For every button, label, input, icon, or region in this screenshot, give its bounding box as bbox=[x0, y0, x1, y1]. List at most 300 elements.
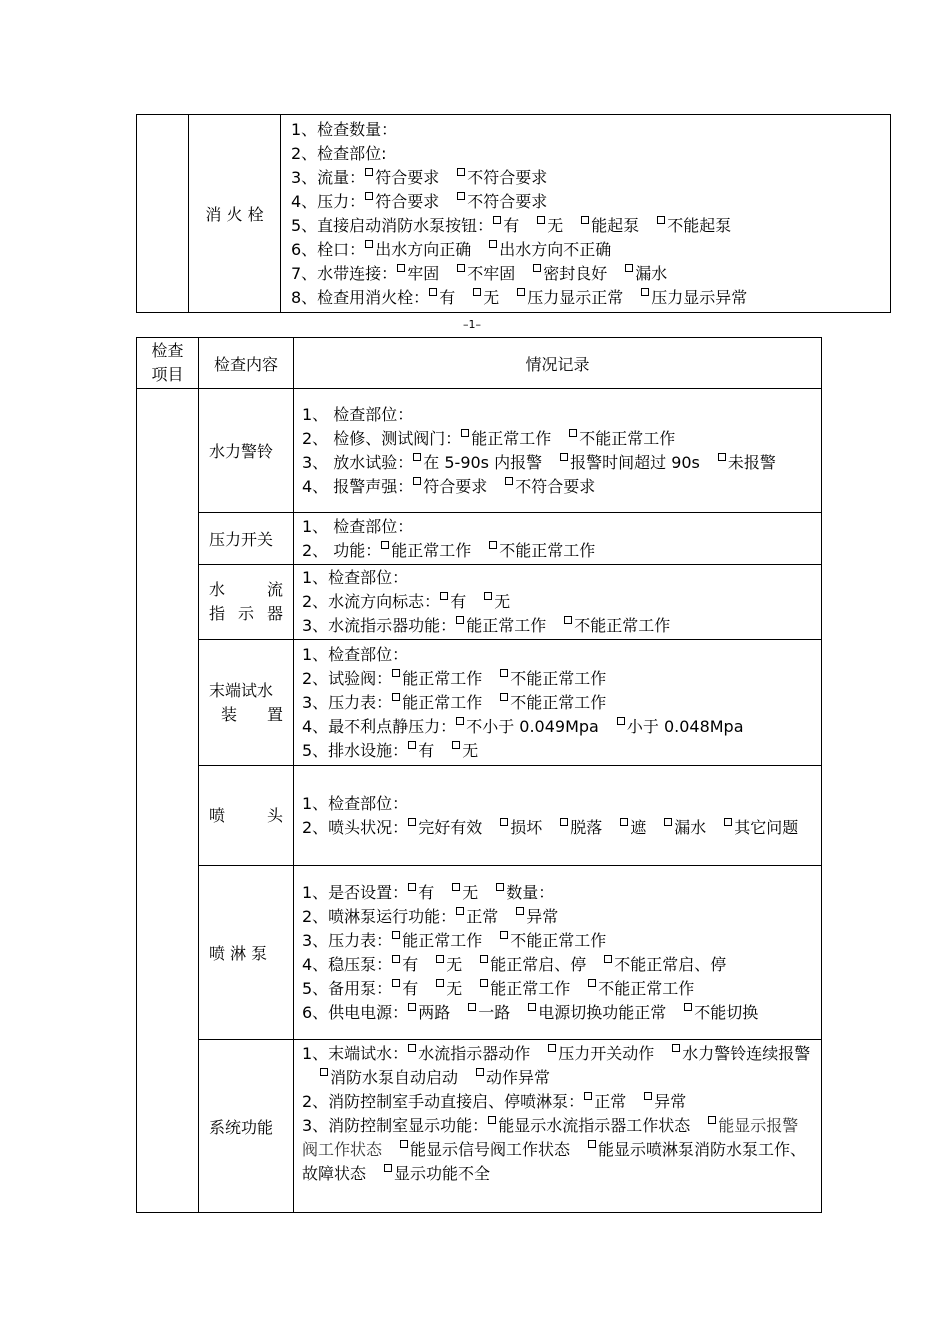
checkbox-label: 异常 bbox=[526, 906, 559, 926]
record-text: 1、检查部位： bbox=[302, 644, 409, 664]
checkbox-option[interactable] bbox=[392, 693, 482, 712]
checkbox-label: 漏水 bbox=[674, 817, 707, 837]
record-line bbox=[302, 739, 813, 763]
checkbox-label: 无 bbox=[462, 882, 479, 902]
record-text: 2、水流方向标志： bbox=[302, 592, 441, 611]
checkbox-label: 一路 bbox=[478, 1002, 511, 1022]
checkbox-option[interactable] bbox=[584, 1092, 626, 1111]
item-label-system-function: 系统功能 bbox=[199, 1040, 294, 1213]
record-line bbox=[302, 590, 813, 614]
record-line bbox=[302, 691, 813, 715]
checkbox-option[interactable] bbox=[456, 907, 498, 926]
checkbox-option[interactable] bbox=[588, 979, 694, 998]
record-line bbox=[291, 142, 882, 166]
checkbox-label: 不能正常工作 bbox=[579, 428, 676, 448]
checkbox-label: 不牢固 bbox=[467, 263, 516, 283]
checkbox-option[interactable] bbox=[657, 216, 731, 235]
item-label-fire-hydrant: 消 火 栓 bbox=[189, 115, 281, 313]
checkbox-icon[interactable] bbox=[452, 883, 460, 891]
record-text: 1、 检查部位： bbox=[302, 516, 414, 536]
checkbox-label: 水力警铃连续报警 bbox=[682, 1044, 811, 1063]
record-text: 2、 检修、测试阀门： bbox=[302, 428, 462, 448]
page-number: –1– bbox=[463, 318, 481, 331]
checkbox-label: 能显示报警阀工作状态 bbox=[302, 1116, 799, 1159]
checkbox-option[interactable] bbox=[365, 192, 439, 211]
checkbox-option[interactable] bbox=[493, 216, 519, 235]
checkbox-option[interactable] bbox=[500, 669, 606, 688]
checkbox-icon[interactable] bbox=[588, 979, 596, 987]
checkbox-icon[interactable] bbox=[548, 1044, 556, 1052]
checkbox-option[interactable] bbox=[500, 693, 606, 712]
header-category-line2: 项目 bbox=[151, 365, 184, 384]
record-line bbox=[302, 403, 813, 427]
checkbox-icon[interactable] bbox=[672, 1044, 680, 1052]
record-text: 2、喷头状况： bbox=[302, 817, 409, 837]
checkbox-icon[interactable] bbox=[452, 741, 460, 749]
checkbox-option[interactable] bbox=[489, 240, 611, 259]
checkbox-icon[interactable] bbox=[581, 216, 589, 224]
checkbox-option[interactable] bbox=[413, 477, 487, 496]
checkbox-icon[interactable] bbox=[408, 1044, 416, 1052]
checkbox-icon[interactable] bbox=[560, 453, 568, 461]
checkbox-option[interactable] bbox=[500, 818, 542, 837]
record-cell-sprinkler-pump bbox=[294, 866, 822, 1040]
record-line bbox=[291, 190, 882, 214]
checkbox-label: 压力显示异常 bbox=[651, 287, 748, 307]
checkbox-option[interactable] bbox=[461, 429, 551, 448]
record-text: 3、消防控制室显示功能： bbox=[302, 1116, 489, 1135]
checkbox-icon[interactable] bbox=[569, 429, 577, 437]
checkbox-option[interactable] bbox=[456, 616, 546, 635]
checkbox-option[interactable] bbox=[436, 979, 462, 998]
checkbox-option[interactable] bbox=[664, 818, 706, 837]
checkbox-icon[interactable] bbox=[484, 592, 492, 600]
checkbox-icon[interactable] bbox=[400, 1140, 408, 1148]
checkbox-option[interactable] bbox=[392, 931, 482, 950]
checkbox-icon[interactable] bbox=[496, 883, 504, 891]
record-line bbox=[291, 238, 882, 262]
label-char: 流 bbox=[266, 580, 283, 599]
record-line bbox=[302, 953, 813, 977]
checkbox-option[interactable] bbox=[672, 1044, 810, 1063]
checkbox-label: 牢固 bbox=[407, 263, 440, 283]
checkbox-icon[interactable] bbox=[436, 979, 444, 987]
record-text: 1、末端试水： bbox=[302, 1044, 409, 1063]
checkbox-icon[interactable] bbox=[413, 453, 421, 461]
record-text: 4、压力： bbox=[291, 191, 366, 211]
checkbox-label: 能正常工作 bbox=[402, 692, 483, 712]
record-line bbox=[302, 427, 813, 451]
record-cell-water-alarm-bell bbox=[294, 389, 822, 513]
checkbox-label: 不能正常工作 bbox=[598, 978, 695, 998]
item-label-sprinkler-pump: 喷 淋 泵 bbox=[199, 866, 294, 1040]
checkbox-label: 正常 bbox=[466, 906, 499, 926]
checkbox-label: 无 bbox=[446, 978, 463, 998]
checkbox-option[interactable] bbox=[644, 1092, 686, 1111]
checkbox-icon[interactable] bbox=[505, 477, 513, 485]
label-char: 末端试水 bbox=[209, 680, 274, 700]
checkbox-option[interactable] bbox=[452, 883, 478, 902]
checkbox-option[interactable] bbox=[484, 592, 510, 611]
checkbox-icon[interactable] bbox=[457, 192, 465, 200]
checkbox-label: 不能正常工作 bbox=[574, 616, 671, 635]
checkbox-label: 电源切换功能正常 bbox=[538, 1002, 667, 1022]
checkbox-icon[interactable] bbox=[517, 288, 525, 296]
label-char: 水 bbox=[209, 580, 226, 599]
checkbox-option[interactable] bbox=[429, 288, 455, 307]
record-text: 2、检查部位: bbox=[291, 143, 387, 163]
checkbox-icon[interactable] bbox=[468, 1003, 476, 1011]
checkbox-icon[interactable] bbox=[528, 1003, 536, 1011]
record-line bbox=[302, 1090, 813, 1114]
checkbox-icon[interactable] bbox=[473, 288, 481, 296]
checkbox-label: 不能起泵 bbox=[667, 215, 732, 235]
checkbox-icon[interactable] bbox=[456, 907, 464, 915]
checkbox-label: 在 5-90s 内报警 bbox=[423, 452, 543, 472]
record-line bbox=[302, 792, 813, 816]
checkbox-label: 无 bbox=[446, 954, 463, 974]
record-text: 1、是否设置： bbox=[302, 882, 409, 902]
checkbox-option[interactable] bbox=[641, 288, 747, 307]
checkbox-option[interactable] bbox=[440, 592, 466, 611]
end-test-label-line1 bbox=[209, 679, 283, 703]
checkbox-icon[interactable] bbox=[392, 931, 400, 939]
record-line bbox=[291, 166, 882, 190]
checkbox-icon[interactable] bbox=[456, 616, 464, 624]
checkbox-icon[interactable] bbox=[724, 818, 732, 826]
checkbox-label: 无 bbox=[483, 287, 500, 307]
record-text: 2、喷淋泵运行功能： bbox=[302, 906, 457, 926]
record-line bbox=[291, 286, 882, 310]
fire-hydrant-table bbox=[136, 114, 891, 313]
record-cell-system-function bbox=[294, 1040, 822, 1213]
record-text: 6、栓口： bbox=[291, 239, 366, 259]
checkbox-label: 压力显示正常 bbox=[527, 287, 624, 307]
checkbox-option[interactable] bbox=[408, 741, 434, 760]
record-line bbox=[291, 214, 882, 238]
checkbox-option[interactable] bbox=[517, 288, 623, 307]
checkbox-label: 不符合要求 bbox=[515, 476, 596, 496]
checkbox-label: 有 bbox=[418, 740, 435, 760]
record-line bbox=[291, 262, 882, 286]
checkbox-option[interactable] bbox=[436, 955, 462, 974]
record-cell-pressure-switch bbox=[294, 513, 822, 565]
checkbox-icon[interactable] bbox=[641, 288, 649, 296]
header-category-line1: 检查 bbox=[151, 341, 184, 360]
checkbox-option[interactable] bbox=[488, 1116, 690, 1135]
label-char: 置 bbox=[266, 704, 283, 724]
checkbox-option[interactable] bbox=[684, 1003, 758, 1022]
checkbox-label: 有 bbox=[402, 954, 419, 974]
checkbox-option[interactable] bbox=[457, 192, 547, 211]
checkbox-option[interactable] bbox=[457, 168, 547, 187]
checkbox-label: 有 bbox=[439, 287, 456, 307]
category-cell bbox=[137, 115, 189, 313]
record-text: 1、检查部位： bbox=[302, 793, 409, 813]
checkbox-option[interactable] bbox=[400, 1140, 570, 1159]
checkbox-icon[interactable] bbox=[708, 1116, 716, 1124]
checkbox-option[interactable] bbox=[625, 264, 667, 283]
checkbox-option[interactable] bbox=[476, 1068, 550, 1087]
checkbox-option[interactable] bbox=[480, 979, 570, 998]
checkbox-icon[interactable] bbox=[365, 192, 373, 200]
checkbox-option[interactable] bbox=[569, 429, 675, 448]
checkbox-icon[interactable] bbox=[516, 907, 524, 915]
checkbox-label: 能起泵 bbox=[591, 215, 640, 235]
checkbox-icon[interactable] bbox=[384, 1164, 392, 1172]
record-line bbox=[302, 667, 813, 691]
checkbox-icon[interactable] bbox=[584, 1092, 592, 1100]
checkbox-icon[interactable] bbox=[408, 818, 416, 826]
record-text: 3、流量： bbox=[291, 167, 366, 187]
checkbox-label: 不能正常工作 bbox=[510, 668, 607, 688]
checkbox-icon[interactable] bbox=[480, 979, 488, 987]
checkbox-option[interactable] bbox=[496, 883, 554, 902]
header-category bbox=[137, 338, 199, 389]
record-text: 3、水流指示器功能： bbox=[302, 616, 457, 635]
checkbox-option[interactable] bbox=[392, 669, 482, 688]
item-label-end-test-device bbox=[199, 640, 294, 766]
checkbox-label: 不符合要求 bbox=[467, 191, 548, 211]
record-line bbox=[302, 1114, 813, 1186]
checkbox-icon[interactable] bbox=[489, 541, 497, 549]
checkbox-option[interactable] bbox=[408, 1044, 530, 1063]
checkbox-option[interactable] bbox=[408, 818, 482, 837]
checkbox-option[interactable] bbox=[560, 453, 700, 472]
checkbox-icon[interactable] bbox=[488, 1116, 496, 1124]
record-line bbox=[302, 475, 813, 499]
checkbox-icon[interactable] bbox=[664, 818, 672, 826]
checkbox-label: 有 bbox=[418, 882, 435, 902]
checkbox-icon[interactable] bbox=[500, 818, 508, 826]
record-cell-fire-hydrant bbox=[281, 115, 891, 313]
checkbox-option[interactable] bbox=[384, 1164, 490, 1183]
checkbox-icon[interactable] bbox=[392, 979, 400, 987]
checkbox-icon[interactable] bbox=[461, 429, 469, 437]
checkbox-icon[interactable] bbox=[436, 955, 444, 963]
label-char: 器 bbox=[266, 604, 283, 623]
checkbox-label: 异常 bbox=[654, 1092, 687, 1111]
record-line bbox=[302, 929, 813, 953]
checkbox-icon[interactable] bbox=[684, 1003, 692, 1011]
checkbox-label: 数量： bbox=[506, 882, 555, 902]
checkbox-icon[interactable] bbox=[500, 693, 508, 701]
checkbox-option[interactable] bbox=[581, 216, 639, 235]
record-line bbox=[302, 816, 813, 840]
record-cell-end-test-device bbox=[294, 640, 822, 766]
item-label-water-alarm-bell: 水力警铃 bbox=[199, 389, 294, 513]
checkbox-icon[interactable] bbox=[533, 264, 541, 272]
checkbox-label: 能正常工作 bbox=[471, 428, 552, 448]
checkbox-icon[interactable] bbox=[604, 955, 612, 963]
checkbox-icon[interactable] bbox=[480, 955, 488, 963]
checkbox-icon[interactable] bbox=[564, 616, 572, 624]
checkbox-option[interactable] bbox=[468, 1003, 510, 1022]
checkbox-icon[interactable] bbox=[560, 818, 568, 826]
record-line bbox=[302, 643, 813, 667]
label-char: 示 bbox=[237, 604, 254, 623]
checkbox-label: 能正常工作 bbox=[391, 540, 472, 560]
record-line bbox=[302, 977, 813, 1001]
checkbox-option[interactable] bbox=[505, 477, 595, 496]
checkbox-icon[interactable] bbox=[320, 1068, 328, 1076]
checkbox-icon[interactable] bbox=[476, 1068, 484, 1076]
checkbox-option[interactable] bbox=[489, 541, 595, 560]
checkbox-icon[interactable] bbox=[392, 693, 400, 701]
checkbox-option[interactable] bbox=[480, 955, 586, 974]
checkbox-option[interactable] bbox=[604, 955, 726, 974]
checkbox-option[interactable] bbox=[408, 1003, 450, 1022]
checkbox-icon[interactable] bbox=[644, 1092, 652, 1100]
checkbox-option[interactable] bbox=[365, 240, 471, 259]
record-line bbox=[302, 1042, 813, 1090]
checkbox-icon[interactable] bbox=[617, 717, 625, 725]
record-line bbox=[302, 1001, 813, 1025]
record-line bbox=[302, 905, 813, 929]
checkbox-option[interactable] bbox=[392, 979, 418, 998]
checkbox-label: 有 bbox=[450, 592, 467, 611]
checkbox-icon[interactable] bbox=[620, 818, 628, 826]
checkbox-option[interactable] bbox=[528, 1003, 666, 1022]
record-text: 3、压力表： bbox=[302, 930, 393, 950]
label-char: 喷 bbox=[209, 805, 226, 825]
record-line bbox=[302, 614, 813, 638]
record-line bbox=[302, 451, 813, 475]
header-record: 情况记录 bbox=[294, 338, 822, 389]
item-label-flow-indicator bbox=[199, 565, 294, 640]
record-line bbox=[302, 881, 813, 905]
checkbox-icon[interactable] bbox=[381, 541, 389, 549]
checkbox-icon[interactable] bbox=[456, 717, 464, 725]
checkbox-option[interactable] bbox=[408, 883, 434, 902]
checkbox-label: 不能正常工作 bbox=[499, 540, 596, 560]
checkbox-label: 有 bbox=[402, 978, 419, 998]
checkbox-option[interactable] bbox=[397, 264, 439, 283]
checkbox-label: 消防水泵自动启动 bbox=[330, 1068, 459, 1087]
checkbox-option[interactable] bbox=[365, 168, 439, 187]
checkbox-label: 报警时间超过 90s bbox=[570, 452, 700, 472]
checkbox-option[interactable] bbox=[617, 717, 744, 736]
checkbox-label: 能显示信号阀工作状态 bbox=[410, 1140, 571, 1159]
checkbox-icon[interactable] bbox=[457, 264, 465, 272]
checkbox-label: 小于 0.048Mpa bbox=[626, 716, 744, 736]
checkbox-icon[interactable] bbox=[500, 931, 508, 939]
checkbox-label: 不符合要求 bbox=[467, 167, 548, 187]
checkbox-icon[interactable] bbox=[365, 168, 373, 176]
checkbox-option[interactable] bbox=[500, 931, 606, 950]
record-cell-sprinkler-head bbox=[294, 766, 822, 866]
flow-indicator-label-line1 bbox=[209, 578, 283, 602]
checkbox-label: 正常 bbox=[594, 1092, 627, 1111]
record-text: 1、 检查部位： bbox=[302, 404, 414, 424]
checkbox-label: 未报警 bbox=[727, 452, 776, 472]
label-char: 头 bbox=[266, 805, 283, 825]
checkbox-option[interactable] bbox=[456, 717, 599, 736]
record-text: 1、检查部位： bbox=[302, 568, 409, 587]
record-text: 7、水带连接： bbox=[291, 263, 398, 283]
checkbox-option[interactable] bbox=[457, 264, 515, 283]
checkbox-option[interactable] bbox=[533, 264, 607, 283]
checkbox-icon[interactable] bbox=[489, 240, 497, 248]
checkbox-label: 损坏 bbox=[510, 817, 543, 837]
checkbox-icon[interactable] bbox=[408, 883, 416, 891]
checkbox-option[interactable] bbox=[413, 453, 542, 472]
checkbox-label: 无 bbox=[462, 740, 479, 760]
checkbox-icon[interactable] bbox=[457, 168, 465, 176]
checkbox-label: 遮 bbox=[630, 817, 647, 837]
checkbox-icon[interactable] bbox=[392, 955, 400, 963]
checkbox-label: 无 bbox=[494, 592, 511, 611]
checkbox-option[interactable] bbox=[718, 453, 776, 472]
checkbox-option[interactable] bbox=[564, 616, 670, 635]
record-text: 2、消防控制室手动直接启、停喷淋泵： bbox=[302, 1092, 585, 1111]
checkbox-icon[interactable] bbox=[440, 592, 448, 600]
checkbox-icon[interactable] bbox=[537, 216, 545, 224]
record-text: 3、压力表： bbox=[302, 692, 393, 712]
label-char: 装 bbox=[221, 704, 238, 724]
checkbox-option[interactable] bbox=[724, 818, 798, 837]
checkbox-label: 符合要求 bbox=[375, 167, 440, 187]
checkbox-label: 动作异常 bbox=[486, 1068, 551, 1087]
checkbox-label: 符合要求 bbox=[375, 191, 440, 211]
record-text: 2、试验阀： bbox=[302, 668, 393, 688]
checkbox-option[interactable] bbox=[452, 741, 478, 760]
checkbox-icon[interactable] bbox=[718, 453, 726, 461]
checkbox-option[interactable] bbox=[473, 288, 499, 307]
checkbox-label: 不能正常工作 bbox=[510, 692, 607, 712]
checkbox-label: 出水方向正确 bbox=[375, 239, 472, 259]
record-line bbox=[302, 715, 813, 739]
checkbox-icon[interactable] bbox=[365, 240, 373, 248]
checkbox-option[interactable] bbox=[620, 818, 646, 837]
checkbox-label: 其它问题 bbox=[734, 817, 799, 837]
checkbox-icon[interactable] bbox=[413, 477, 421, 485]
checkbox-label: 能正常启、停 bbox=[490, 954, 587, 974]
checkbox-icon[interactable] bbox=[392, 669, 400, 677]
checkbox-label: 有 bbox=[503, 215, 520, 235]
inspection-table bbox=[136, 337, 822, 1213]
checkbox-label: 无 bbox=[547, 215, 564, 235]
checkbox-option[interactable] bbox=[320, 1068, 458, 1087]
checkbox-icon[interactable] bbox=[408, 1003, 416, 1011]
checkbox-icon[interactable] bbox=[397, 264, 405, 272]
record-line bbox=[302, 539, 813, 563]
checkbox-option[interactable] bbox=[560, 818, 602, 837]
checkbox-icon[interactable] bbox=[493, 216, 501, 224]
checkbox-icon[interactable] bbox=[657, 216, 665, 224]
checkbox-label: 显示功能不全 bbox=[394, 1164, 491, 1183]
checkbox-option[interactable] bbox=[537, 216, 563, 235]
record-line bbox=[302, 515, 813, 539]
checkbox-icon[interactable] bbox=[588, 1140, 596, 1148]
checkbox-label: 不能切换 bbox=[694, 1002, 759, 1022]
checkbox-option[interactable] bbox=[516, 907, 558, 926]
checkbox-label: 符合要求 bbox=[423, 476, 488, 496]
record-text: 4、最不利点静压力： bbox=[302, 716, 457, 736]
checkbox-icon[interactable] bbox=[429, 288, 437, 296]
record-line bbox=[291, 118, 882, 142]
checkbox-option[interactable] bbox=[392, 955, 418, 974]
checkbox-icon[interactable] bbox=[500, 669, 508, 677]
checkbox-option[interactable] bbox=[381, 541, 471, 560]
item-label-pressure-switch: 压力开关 bbox=[199, 513, 294, 565]
checkbox-option[interactable] bbox=[548, 1044, 654, 1063]
record-text: 2、 功能： bbox=[302, 540, 382, 560]
header-content: 检查内容 bbox=[199, 338, 294, 389]
checkbox-icon[interactable] bbox=[625, 264, 633, 272]
checkbox-label: 密封良好 bbox=[543, 263, 608, 283]
checkbox-icon[interactable] bbox=[408, 741, 416, 749]
